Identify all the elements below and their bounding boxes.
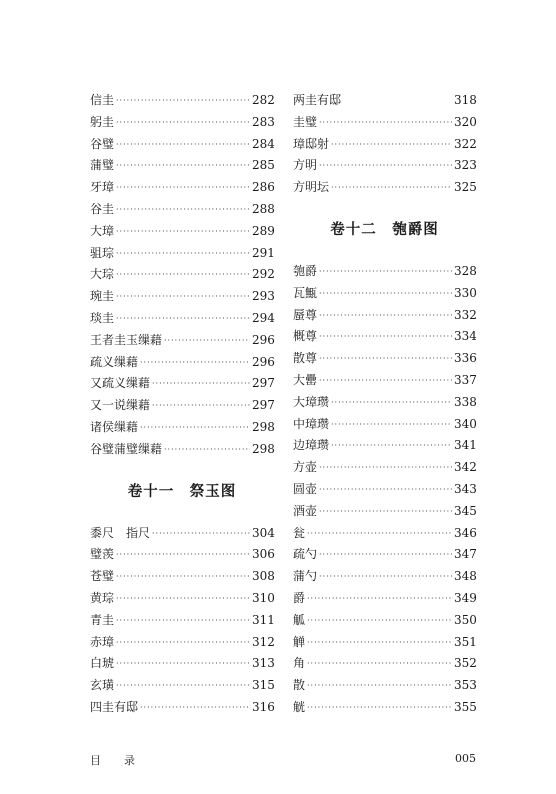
toc-entry <box>293 610 476 632</box>
toc-entry-page: 345 <box>454 503 477 518</box>
toc-entry-title: 散 <box>293 678 306 693</box>
toc-entry-page: 353 <box>454 678 477 693</box>
section-spacer-top <box>293 199 476 219</box>
toc-entry-title: 边璋瓒 <box>293 438 330 453</box>
toc-entry-page: 334 <box>454 329 477 344</box>
toc-entry-page: 338 <box>454 394 477 409</box>
toc-entry <box>90 308 274 330</box>
toc-entry <box>90 264 274 286</box>
dot-leader <box>164 439 250 461</box>
dot-leader <box>164 330 250 352</box>
dot-leader <box>116 588 250 610</box>
toc-entry-page: 291 <box>252 245 275 260</box>
toc-entry <box>293 632 476 654</box>
dot-leader <box>116 653 250 675</box>
dot-leader <box>331 435 452 457</box>
toc-entry-title: 圭璧 <box>293 114 318 129</box>
toc-entry-title: 谷璧蒲璧缫藉 <box>90 441 163 456</box>
toc-entry-title: 大琮 <box>90 267 115 282</box>
toc-entry <box>293 501 476 523</box>
dot-leader <box>116 90 250 112</box>
toc-entry-title: 角 <box>293 656 306 671</box>
dot-leader <box>140 352 250 374</box>
dot-leader <box>152 373 250 395</box>
dot-leader <box>319 566 452 588</box>
toc-entry-page: 283 <box>252 114 275 129</box>
toc-entry <box>90 243 274 265</box>
toc-entry <box>293 155 476 177</box>
dot-leader <box>152 523 250 545</box>
dot-leader <box>319 112 452 134</box>
dot-leader <box>140 417 250 439</box>
dot-leader <box>116 112 250 134</box>
toc-entry-title: 四圭有邸 <box>90 699 139 714</box>
toc-entry <box>90 610 274 632</box>
toc-entry-page: 348 <box>454 569 477 584</box>
dot-leader <box>319 479 452 501</box>
toc-entry-page: 332 <box>454 307 477 322</box>
toc-entry-page: 304 <box>252 525 275 540</box>
toc-entry-title: 牙璋 <box>90 180 115 195</box>
section-title-juan-11: 卷十一 祭玉图 <box>127 482 237 500</box>
toc-entry <box>293 479 476 501</box>
toc-entry <box>293 177 476 199</box>
dot-leader <box>319 457 452 479</box>
toc-entry-title: 瓦甒 <box>293 285 318 300</box>
dot-leader <box>116 544 250 566</box>
dot-leader <box>307 588 452 610</box>
toc-entry-page: 350 <box>454 612 477 627</box>
toc-entry-page: 351 <box>454 634 477 649</box>
toc-left-column <box>90 90 274 719</box>
dot-leader <box>307 610 452 632</box>
toc-entry <box>90 373 274 395</box>
toc-entry-title: 匏爵 <box>293 263 318 278</box>
toc-right-column <box>293 90 476 719</box>
toc-entry <box>293 283 476 305</box>
toc-entry <box>90 352 274 374</box>
toc-list-left-a <box>90 90 274 461</box>
toc-entry-title: 疏义缫藉 <box>90 354 139 369</box>
toc-entry-title: 蒲璧 <box>90 158 115 173</box>
page-number: 005 <box>455 752 476 765</box>
toc-entry-page: 293 <box>252 289 275 304</box>
dot-leader <box>319 501 452 523</box>
toc-entry-title: 瓮 <box>293 525 306 540</box>
dot-leader <box>116 134 250 156</box>
toc-entry-page: 337 <box>454 372 477 387</box>
toc-entry-page: 347 <box>454 547 477 562</box>
dot-leader <box>319 544 452 566</box>
dot-leader <box>319 283 452 305</box>
toc-entry-page: 320 <box>454 114 477 129</box>
toc-entry-page: 308 <box>252 569 275 584</box>
toc-entry <box>90 395 274 417</box>
toc-entry-page: 296 <box>252 332 275 347</box>
toc-entry-page: 341 <box>454 438 477 453</box>
toc-entry <box>90 90 274 112</box>
dot-leader <box>116 177 250 199</box>
toc-entry <box>90 221 274 243</box>
dot-leader <box>319 326 452 348</box>
toc-entry-title: 概尊 <box>293 329 318 344</box>
toc-entry-page: 306 <box>252 547 275 562</box>
dot-leader <box>307 653 452 675</box>
dot-leader <box>331 392 452 414</box>
toc-entry <box>90 134 274 156</box>
toc-entry-title: 大罍 <box>293 372 318 387</box>
toc-entry-title: 两圭有邸 <box>293 93 342 107</box>
toc-entry-title: 散尊 <box>293 351 318 366</box>
dot-leader <box>307 632 452 654</box>
toc-list-left-b <box>90 523 274 719</box>
toc-entry <box>293 588 476 610</box>
toc-entry <box>293 90 476 112</box>
toc-entry <box>293 653 476 675</box>
toc-entry-title: 觯 <box>293 634 306 649</box>
toc-entry-page: 316 <box>252 699 275 714</box>
dot-leader <box>319 305 452 327</box>
toc-entry <box>90 330 274 352</box>
toc-entry-title: 爵 <box>293 590 306 605</box>
toc-entry <box>293 435 476 457</box>
toc-entry <box>90 155 274 177</box>
toc-entry <box>90 588 274 610</box>
dot-leader <box>319 155 452 177</box>
dot-leader <box>152 395 250 417</box>
toc-entry-page: 315 <box>252 678 275 693</box>
toc-entry-title: 驵琮 <box>90 245 115 260</box>
toc-entry-title: 大璋瓒 <box>293 394 330 409</box>
section-title-juan-12: 卷十二 匏爵图 <box>330 220 439 238</box>
toc-entry-page: 355 <box>454 699 477 714</box>
toc-entry <box>293 566 476 588</box>
toc-entry <box>293 414 476 436</box>
dot-leader <box>319 348 452 370</box>
dot-leader <box>307 523 452 545</box>
toc-entry <box>90 417 274 439</box>
toc-entry-title: 又疏义缫藉 <box>90 376 151 391</box>
toc-entry <box>293 348 476 370</box>
toc-entry <box>90 439 274 461</box>
toc-entry <box>90 697 274 719</box>
toc-entry-title: 诸侯缫藉 <box>90 419 139 434</box>
toc-entry-title: 中璋瓒 <box>293 416 330 431</box>
toc-entry-title: 璧羡 <box>90 547 115 562</box>
toc-entry-page: 292 <box>252 267 275 282</box>
toc-entry-title: 酒壶 <box>293 503 318 518</box>
toc-entry <box>293 457 476 479</box>
toc-entry-title: 琰圭 <box>90 310 115 325</box>
toc-entry-title: 苍璧 <box>90 569 115 584</box>
dot-leader <box>116 221 250 243</box>
toc-entry-page: 340 <box>454 416 477 431</box>
toc-entry-page: 310 <box>252 590 275 605</box>
toc-entry <box>293 675 476 697</box>
toc-entry-page: 296 <box>252 354 275 369</box>
running-footer-label: 目 录 <box>90 754 141 767</box>
toc-entry <box>90 544 274 566</box>
toc-entry-page: 311 <box>252 612 275 627</box>
toc-entry-title: 谷璧 <box>90 136 115 151</box>
toc-entry <box>293 392 476 414</box>
toc-entry-page: 342 <box>454 460 477 475</box>
toc-entry-title: 黍尺 指尺 <box>90 525 151 540</box>
toc-entry <box>90 177 274 199</box>
dot-leader <box>331 414 452 436</box>
toc-entry-page: 284 <box>252 136 275 151</box>
toc-entry <box>90 199 274 221</box>
dot-leader <box>116 199 250 221</box>
toc-entry <box>90 286 274 308</box>
toc-entry <box>90 653 274 675</box>
dot-leader <box>331 177 452 199</box>
toc-entry-title: 大璋 <box>90 223 115 238</box>
toc-entry <box>293 370 476 392</box>
toc-entry-page: 282 <box>252 93 275 107</box>
toc-entry <box>293 112 476 134</box>
dot-leader <box>116 632 250 654</box>
toc-entry-title: 蜃尊 <box>293 307 318 322</box>
toc-entry-title: 方明 <box>293 158 318 173</box>
toc-entry-title: 黄琮 <box>90 590 115 605</box>
toc-entry-title: 青圭 <box>90 612 115 627</box>
toc-entry-page: 330 <box>454 285 477 300</box>
toc-entry-page: 289 <box>252 223 275 238</box>
toc-entry-title: 琬圭 <box>90 289 115 304</box>
toc-entry-page: 346 <box>454 525 477 540</box>
toc-entry-title: 璋邸射 <box>293 136 330 151</box>
toc-entry <box>293 523 476 545</box>
toc-list-right-a <box>293 90 476 199</box>
toc-entry-title: 觚 <box>293 612 306 627</box>
toc-entry <box>90 675 274 697</box>
toc-entry-title: 方明坛 <box>293 180 330 195</box>
toc-entry-title: 白琥 <box>90 656 115 671</box>
toc-entry-title: 王者圭玉缫藉 <box>90 332 163 347</box>
toc-entry-page: 323 <box>454 158 477 173</box>
toc-entry-page: 285 <box>252 158 275 173</box>
toc-entry-page: 336 <box>454 351 477 366</box>
toc-entry-page: 322 <box>454 136 477 151</box>
toc-entry-page: 297 <box>252 376 275 391</box>
toc-entry <box>293 134 476 156</box>
dot-leader <box>116 675 250 697</box>
toc-entry-page: 343 <box>454 481 477 496</box>
toc-entry <box>90 523 274 545</box>
toc-entry <box>293 261 476 283</box>
toc-entry-title: 圆壶 <box>293 481 318 496</box>
toc-entry-title: 玄璜 <box>90 678 115 693</box>
toc-entry <box>293 697 476 719</box>
dot-leader <box>116 308 250 330</box>
dot-leader <box>116 243 250 265</box>
toc-entry-title: 躬圭 <box>90 114 115 129</box>
toc-entry-page: 297 <box>252 398 275 413</box>
toc-entry-page: 312 <box>252 634 275 649</box>
dot-leader <box>116 264 250 286</box>
toc-entry-page: 328 <box>454 263 477 278</box>
toc-entry-title: 疏勺 <box>293 547 318 562</box>
dot-leader <box>307 697 452 719</box>
toc-entry-page: 294 <box>252 310 275 325</box>
toc-entry-title: 蒲勺 <box>293 569 318 584</box>
toc-entry-page: 313 <box>252 656 275 671</box>
toc-list-right-b <box>293 261 476 719</box>
toc-entry-title: 方壶 <box>293 460 318 475</box>
section-spacer-bottom <box>90 503 274 523</box>
toc-entry-page: 349 <box>454 590 477 605</box>
dot-leader <box>140 697 250 719</box>
toc-entry <box>90 566 274 588</box>
dot-leader <box>116 610 250 632</box>
toc-entry <box>90 632 274 654</box>
toc-entry-title: 赤璋 <box>90 634 115 649</box>
dot-leader <box>331 134 452 156</box>
dot-leader <box>116 566 250 588</box>
dot-leader <box>116 286 250 308</box>
dot-leader <box>307 675 452 697</box>
dot-leader <box>116 155 250 177</box>
toc-entry-title: 觥 <box>293 699 306 714</box>
toc-entry <box>293 544 476 566</box>
toc-entry-page: 325 <box>454 180 477 195</box>
toc-entry <box>90 112 274 134</box>
dot-leader <box>319 370 452 392</box>
toc-entry-page: 286 <box>252 180 275 195</box>
toc-entry-title: 谷圭 <box>90 201 115 216</box>
toc-entry <box>293 305 476 327</box>
toc-entry-title: 信圭 <box>90 93 115 107</box>
toc-entry-page: 298 <box>252 441 275 456</box>
toc-entry-page: 298 <box>252 419 275 434</box>
section-spacer-bottom <box>293 241 476 261</box>
toc-entry-page: 318 <box>454 93 477 107</box>
section-spacer-top <box>90 461 274 481</box>
toc-entry-title: 又一说缫藉 <box>90 398 151 413</box>
toc-entry-page: 352 <box>454 656 477 671</box>
toc-entry-page: 288 <box>252 201 275 216</box>
dot-leader <box>319 261 452 283</box>
toc-entry <box>293 326 476 348</box>
